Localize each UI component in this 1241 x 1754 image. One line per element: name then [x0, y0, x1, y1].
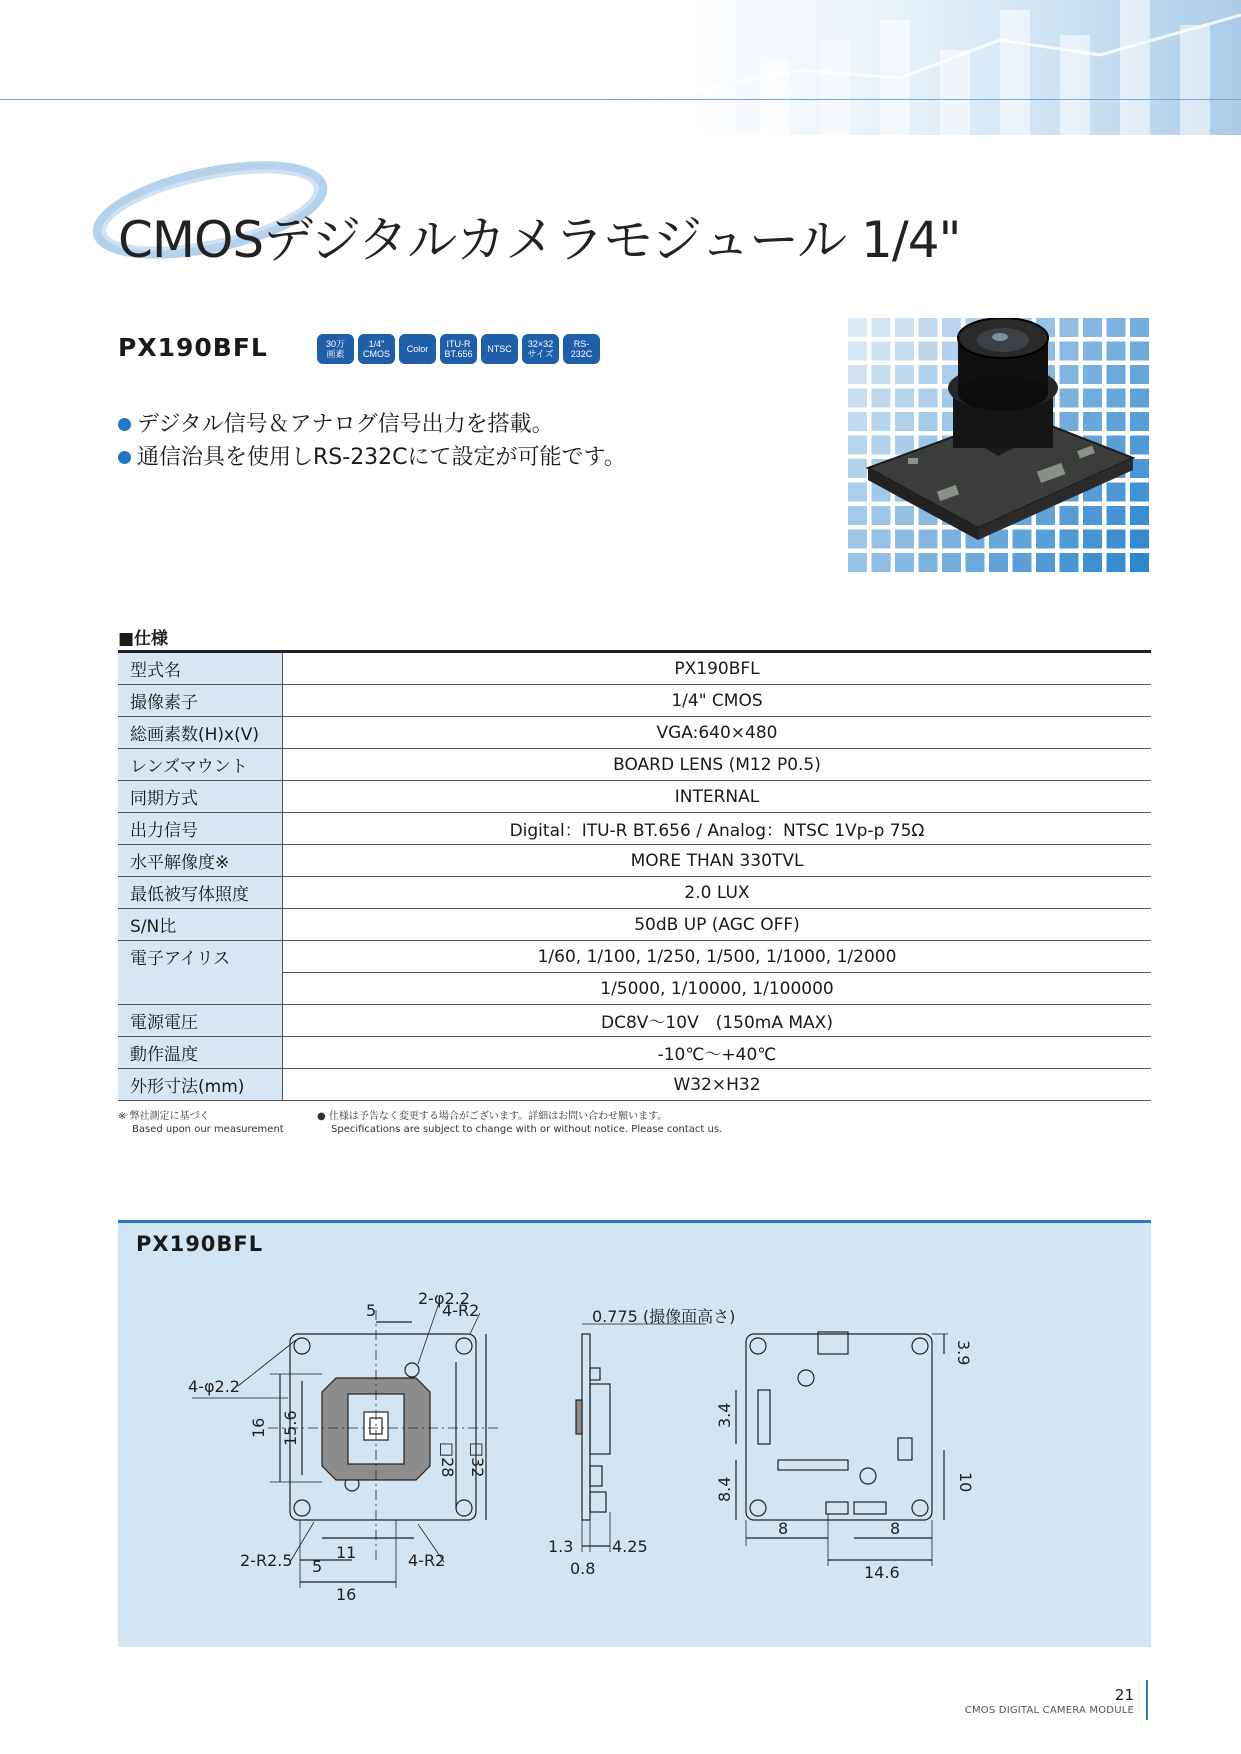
badge-ntsc: NTSC — [481, 334, 518, 364]
dim-holes2: 2-φ2.2 — [418, 1289, 470, 1308]
grid-tile — [1013, 553, 1032, 572]
spec-value: VGA:640×480 — [283, 717, 1152, 749]
grid-tile — [848, 530, 867, 549]
grid-tile — [1130, 318, 1149, 337]
dim-16-vert: 16 — [249, 1417, 268, 1438]
grid-tile — [1083, 318, 1102, 337]
spec-value: PX190BFL — [283, 652, 1152, 685]
grid-tile — [1107, 506, 1126, 525]
grid-tile — [1130, 483, 1149, 502]
grid-tile — [1060, 389, 1079, 408]
bullet-icon — [118, 418, 131, 431]
grid-tile — [1083, 553, 1102, 572]
grid-tile — [1060, 506, 1079, 525]
spec-change-note-jp: ● 仕様は予告なく変更する場合がございます。詳細はお問い合わせ願います。 — [317, 1111, 668, 1122]
measurement-note-en: Based upon our measurement — [132, 1124, 284, 1135]
spec-label: S/N比 — [118, 909, 283, 941]
side-board-outline — [582, 1334, 590, 1520]
spec-row — [118, 909, 1151, 941]
spec-row — [118, 1037, 1151, 1069]
badge-pixels: 30万 画素 — [317, 334, 354, 364]
grid-tile — [848, 365, 867, 384]
grid-tile — [895, 365, 914, 384]
grid-tile — [919, 553, 938, 572]
grid-tile — [1107, 412, 1126, 431]
grid-tile — [966, 553, 985, 572]
grid-tile — [989, 553, 1008, 572]
spec-label: 出力信号 — [118, 813, 283, 845]
spec-label: 水平解像度※ — [118, 845, 283, 877]
grid-tile — [872, 318, 891, 337]
spec-value: W32×H32 — [283, 1069, 1152, 1101]
spec-value: 2.0 LUX — [283, 877, 1152, 909]
dim-156-vert: 15.6 — [281, 1410, 300, 1446]
spec-label: 総画素数(H)x(V) — [118, 717, 283, 749]
grid-tile — [1130, 506, 1149, 525]
spec-change-note — [317, 1110, 722, 1136]
grid-tile — [1107, 318, 1126, 337]
spec-label: 最低被写体照度 — [118, 877, 283, 909]
grid-tile — [1083, 342, 1102, 361]
grid-tile — [1107, 530, 1126, 549]
footer-label: CMOS DIGITAL CAMERA MODULE — [964, 1705, 1134, 1716]
grid-tile — [1130, 412, 1149, 431]
spec-value: 1/60, 1/100, 1/250, 1/500, 1/1000, 1/2000 — [283, 941, 1152, 973]
grid-tile — [895, 506, 914, 525]
grid-tile — [895, 342, 914, 361]
feature-item — [118, 408, 626, 441]
spec-row — [118, 749, 1151, 781]
grid-tile — [1107, 365, 1126, 384]
dim-back-39: 3.9 — [954, 1340, 973, 1366]
page-number: 21 — [1114, 1686, 1134, 1704]
grid-tile — [872, 365, 891, 384]
grid-tile — [919, 530, 938, 549]
spec-row — [118, 781, 1151, 813]
page-title: CMOSデジタルカメラモジュール 1/4" — [118, 211, 961, 269]
spec-value: INTERNAL — [283, 781, 1152, 813]
spec-label: 外形寸法(mm) — [118, 1069, 283, 1101]
grid-tile — [1107, 389, 1126, 408]
dim-back-10: 10 — [956, 1472, 975, 1493]
badge-rs232c: RS- 232C — [563, 334, 600, 364]
grid-tile — [1130, 530, 1149, 549]
dim-5-top: 5 — [366, 1301, 377, 1320]
spec-label — [118, 973, 283, 1005]
grid-tile — [1130, 342, 1149, 361]
badge-sensor: 1/4" CMOS — [358, 334, 395, 364]
measurement-note — [118, 1110, 284, 1136]
grid-tile — [872, 436, 891, 455]
grid-tile — [1107, 342, 1126, 361]
grid-tile — [872, 389, 891, 408]
grid-tile — [1130, 436, 1149, 455]
dim-back-34: 3.4 — [715, 1402, 734, 1428]
grid-tile — [919, 365, 938, 384]
grid-tile — [872, 553, 891, 572]
grid-tile — [848, 342, 867, 361]
spec-label: 撮像素子 — [118, 685, 283, 717]
spec-row — [118, 877, 1151, 909]
grid-tile — [1060, 342, 1079, 361]
spec-heading: ■仕様 — [118, 629, 169, 649]
grid-tile — [1083, 506, 1102, 525]
grid-tile — [1060, 553, 1079, 572]
grid-tile — [848, 483, 867, 502]
grid-tile — [848, 389, 867, 408]
grid-tile — [848, 412, 867, 431]
spec-row — [118, 1005, 1151, 1037]
grid-tile — [895, 389, 914, 408]
spec-label: 電源電圧 — [118, 1005, 283, 1037]
grid-tile — [872, 342, 891, 361]
spec-value: 1/5000, 1/10000, 1/100000 — [283, 973, 1152, 1005]
spec-label: レンズマウント — [118, 749, 283, 781]
grid-tile — [895, 318, 914, 337]
grid-tile — [942, 553, 961, 572]
header-rule — [0, 99, 1241, 100]
grid-tile — [1036, 530, 1055, 549]
grid-tile — [895, 530, 914, 549]
feature-text: デジタル信号＆アナログ信号出力を搭載。 — [137, 412, 554, 437]
dimension-drawings — [118, 1270, 1151, 1640]
spec-value: MORE THAN 330TVL — [283, 845, 1152, 877]
dim-back-146: 14.6 — [864, 1563, 900, 1582]
spec-row — [118, 652, 1151, 685]
spec-value: 1/4" CMOS — [283, 685, 1152, 717]
header-decoration — [0, 0, 1241, 140]
grid-tile — [848, 553, 867, 572]
dim-r2: 2-R2.5 — [240, 1551, 293, 1570]
spec-row — [118, 813, 1151, 845]
drawing-title: PX190BFL — [136, 1232, 264, 1256]
grid-tile — [1083, 365, 1102, 384]
grid-tile — [1130, 365, 1149, 384]
grid-tile — [1107, 483, 1126, 502]
grid-tile — [919, 389, 938, 408]
spec-label: 電子アイリス — [118, 941, 283, 973]
spec-row — [118, 845, 1151, 877]
dim-back-84: 8.4 — [715, 1476, 734, 1502]
grid-tile — [1060, 530, 1079, 549]
spec-row — [118, 941, 1151, 973]
grid-tile — [1083, 530, 1102, 549]
badge-color: Color — [399, 334, 436, 364]
grid-tile — [1107, 553, 1126, 572]
grid-tile — [919, 412, 938, 431]
footer-bar — [1146, 1680, 1148, 1720]
dim-side-08: 0.8 — [570, 1559, 596, 1578]
grid-tile — [872, 412, 891, 431]
spec-value: BOARD LENS (M12 P0.5) — [283, 749, 1152, 781]
spec-value: -10℃～+40℃ — [283, 1037, 1152, 1069]
dim-28: □28 — [438, 1442, 457, 1478]
dim-side-13: 1.3 — [548, 1537, 574, 1556]
badge-itu: ITU-R BT.656 — [440, 334, 477, 364]
spec-change-note-en: Specifications are subject to change with or without notice. Please contact us. — [331, 1124, 723, 1135]
feature-text: 通信治具を使用しRS-232Cにて設定が可能です。 — [137, 445, 626, 470]
grid-tile — [895, 553, 914, 572]
grid-tile — [1083, 389, 1102, 408]
feature-list — [118, 408, 626, 474]
spec-row — [118, 685, 1151, 717]
grid-tile — [919, 318, 938, 337]
spec-label: 動作温度 — [118, 1037, 283, 1069]
grid-tile — [1060, 318, 1079, 337]
grid-tile — [872, 530, 891, 549]
grid-tile — [1060, 365, 1079, 384]
spec-row — [118, 1069, 1151, 1101]
grid-tile — [848, 318, 867, 337]
grid-tile — [848, 459, 867, 478]
spec-label: 型式名 — [118, 652, 283, 685]
back-board-outline — [746, 1334, 932, 1520]
dim-11: 11 — [336, 1543, 357, 1562]
measurement-note-jp: ※ 弊社測定に基づく — [118, 1111, 210, 1122]
spec-row — [118, 973, 1151, 1005]
product-code: PX190BFL — [118, 333, 268, 362]
spec-value: Digital：ITU-R BT.656 / Analog：NTSC 1Vp-p 75Ω — [283, 813, 1152, 845]
dim-r4-bottom: 4-R2 — [408, 1551, 446, 1570]
grid-tile — [848, 506, 867, 525]
spec-table — [118, 650, 1151, 1101]
dim-r4-top: 4-R2 — [442, 1301, 480, 1320]
feature-item — [118, 441, 626, 474]
grid-tile — [942, 530, 961, 549]
dim-side-425: 4.25 — [612, 1537, 648, 1556]
dim-16-horiz: 16 — [336, 1585, 357, 1604]
dim-5-bottom: 5 — [312, 1557, 323, 1576]
dim-holes4: 4-φ2.2 — [188, 1377, 240, 1396]
product-photo — [848, 318, 1150, 576]
grid-tile — [1130, 553, 1149, 572]
dim-32: □32 — [468, 1442, 487, 1478]
grid-tile — [1130, 389, 1149, 408]
grid-tile — [1013, 530, 1032, 549]
grid-tile — [848, 436, 867, 455]
spec-value: 50dB UP (AGC OFF) — [283, 909, 1152, 941]
grid-tile — [1036, 553, 1055, 572]
bullet-icon — [118, 451, 131, 464]
grid-tile — [919, 342, 938, 361]
spec-row — [118, 717, 1151, 749]
dim-side-top: 0.775 (撮像面高さ) — [592, 1307, 736, 1326]
badge-size: 32×32 サイズ — [522, 334, 559, 364]
dim-back-8a: 8 — [778, 1519, 789, 1538]
grid-tile — [895, 412, 914, 431]
feature-badges — [317, 334, 600, 364]
dim-back-8b: 8 — [890, 1519, 901, 1538]
grid-tile — [872, 506, 891, 525]
grid-tile — [1060, 412, 1079, 431]
spec-value: DC8V～10V (150mA MAX) — [283, 1005, 1152, 1037]
spec-label: 同期方式 — [118, 781, 283, 813]
grid-tile — [1083, 412, 1102, 431]
